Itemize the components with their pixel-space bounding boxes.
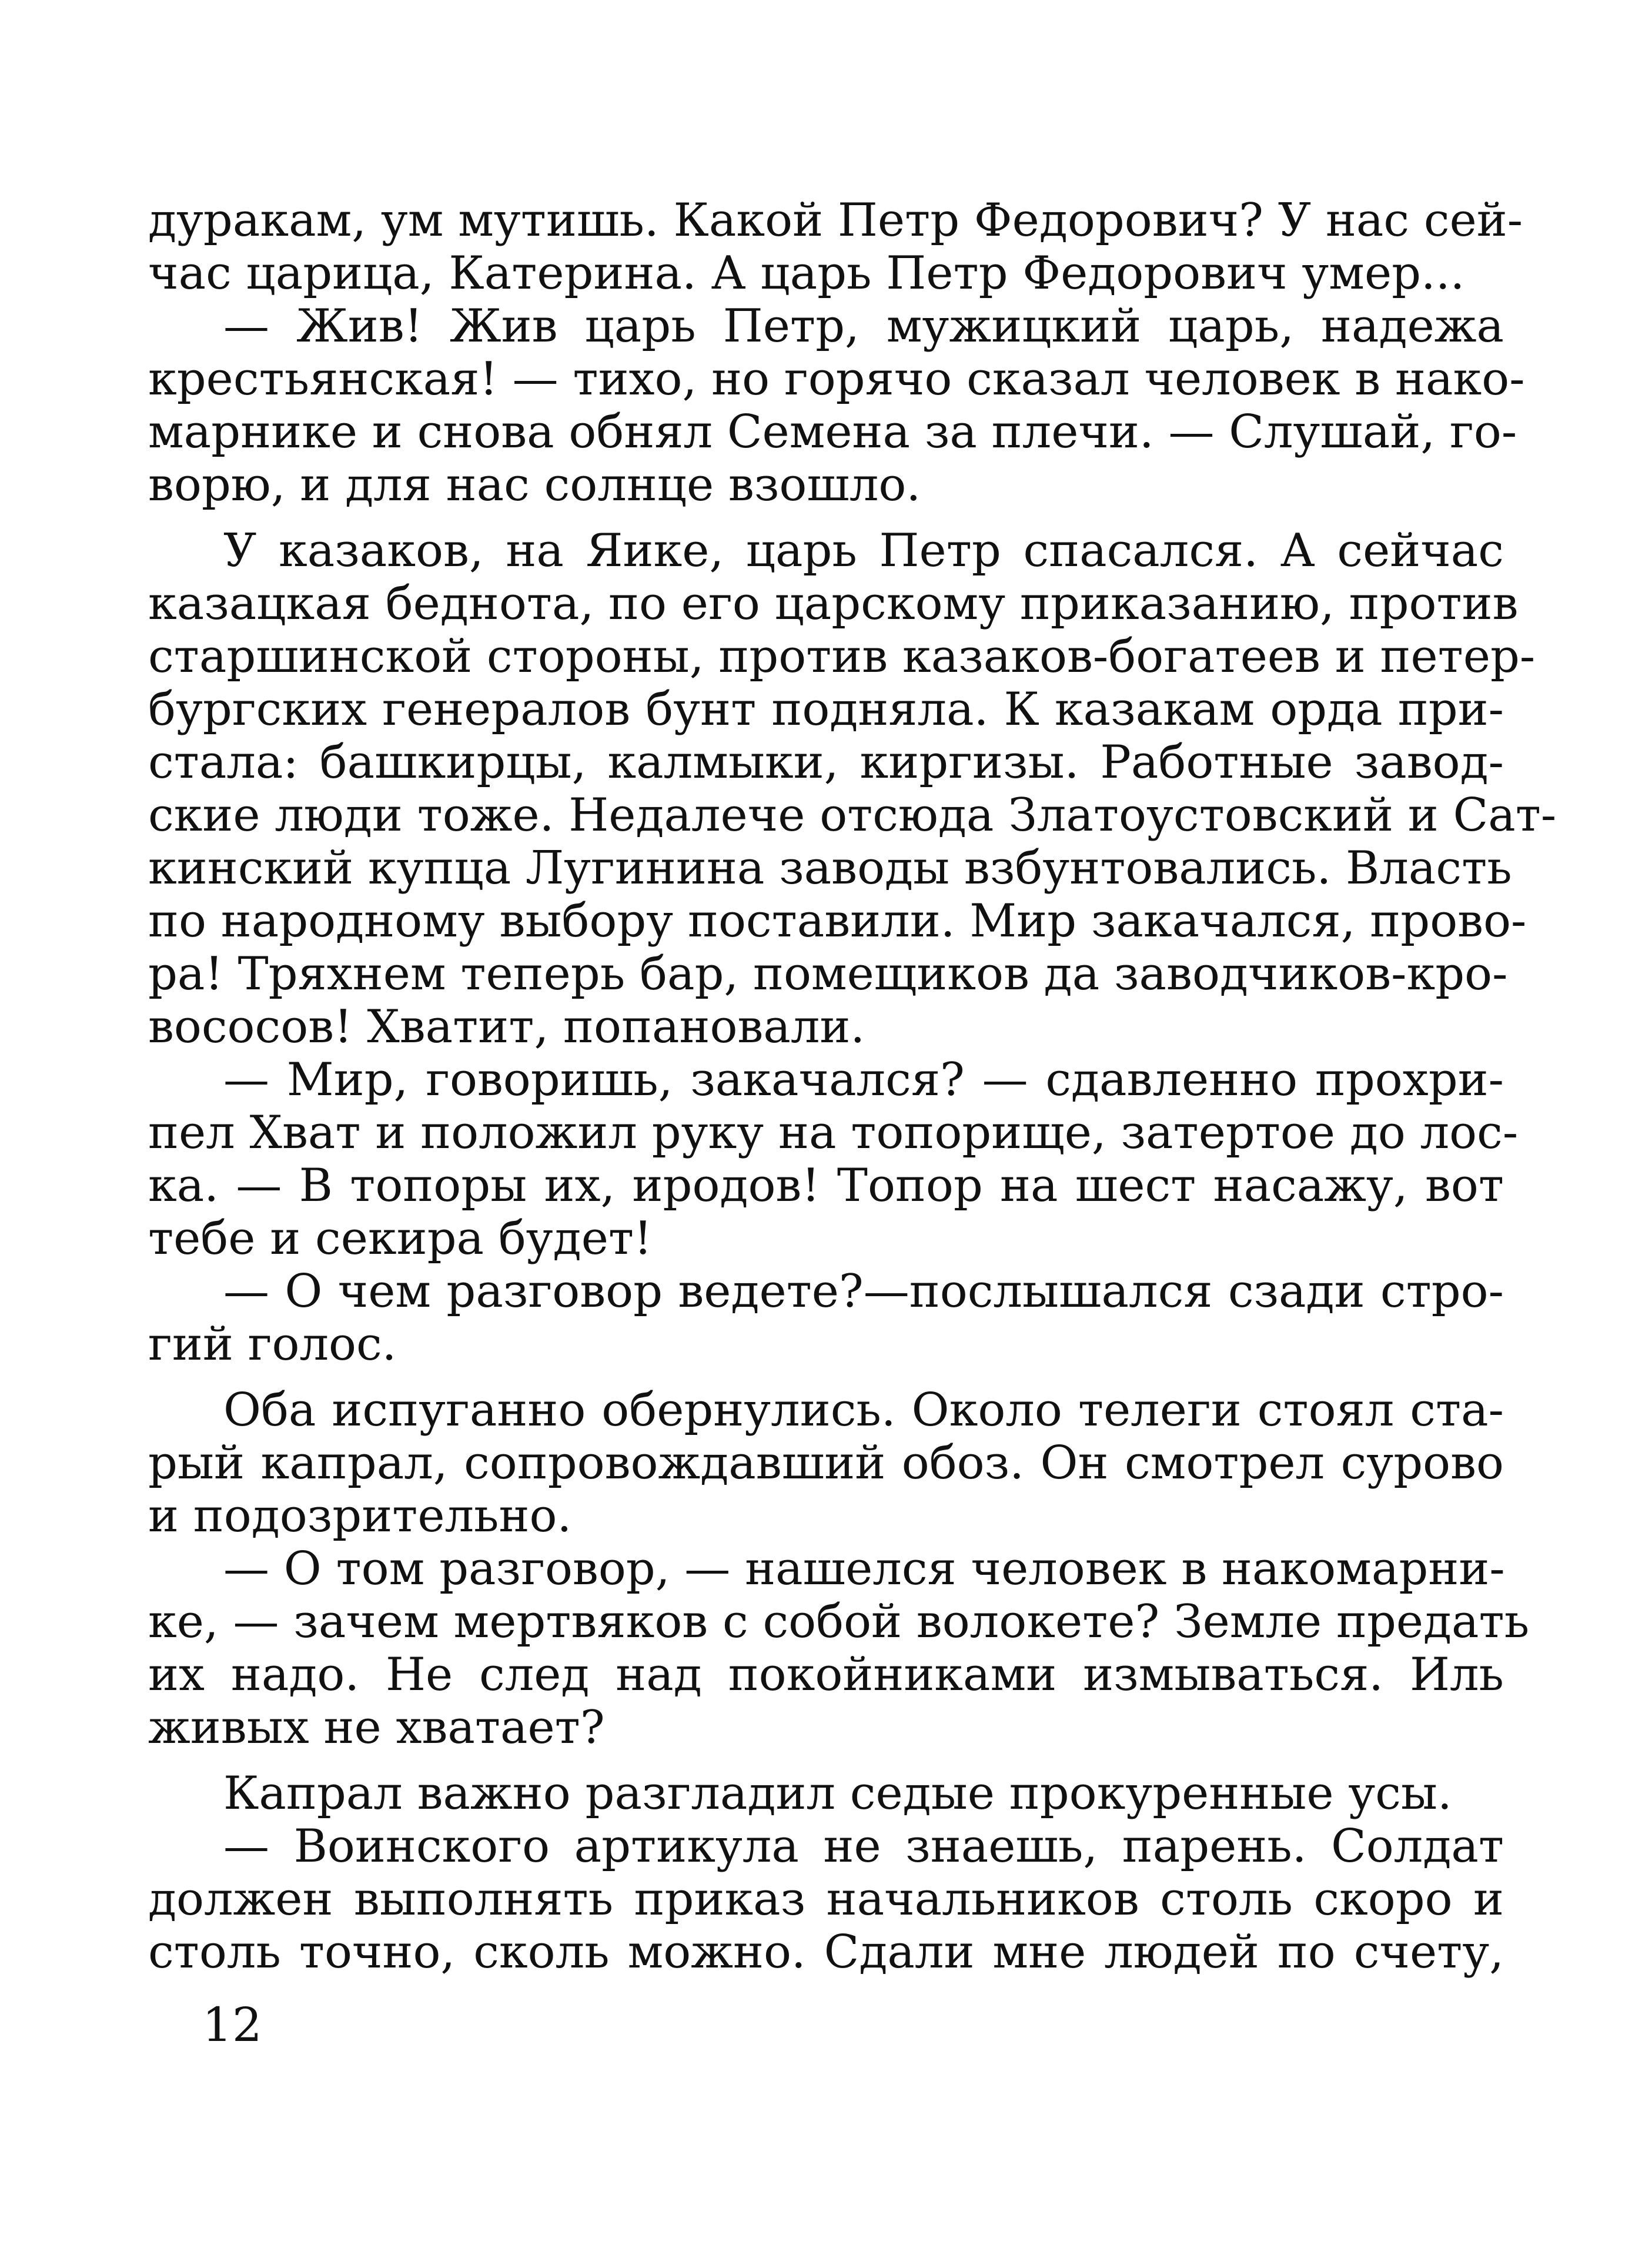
paragraph-7 — [148, 1542, 1530, 1754]
paragraph-8 — [148, 1767, 1504, 1820]
text-line: пел Хват и положил руку на топорище, затертое до лос- — [148, 1106, 1519, 1159]
paragraph-spacer — [148, 1754, 1504, 1767]
paragraph-spacer — [148, 511, 1504, 524]
text-line: живых не хватает? — [148, 1701, 605, 1754]
text-line: их надо. Не след над покойниками измываться. Иль — [148, 1648, 1504, 1701]
text-line: марнике и снова обнял Семена за плечи. — Слушай, го- — [148, 406, 1517, 459]
text-line: ские люди тоже. Недалече отсюда Златоустовский и Сат- — [148, 789, 1557, 842]
body-text — [148, 194, 1557, 1979]
text-line: Оба испуганно обернулись. Около телеги стоял ста- — [223, 1384, 1504, 1437]
text-line: — Жив! Жив царь Петр, мужицкий царь, надежа — [223, 300, 1504, 353]
text-line: — Мир, говоришь, закачался? — сдавленно прохри- — [223, 1053, 1504, 1106]
paragraph-3 — [148, 524, 1557, 1053]
text-line: час царица, Катерина. А царь Петр Федорович умер... — [148, 247, 1465, 300]
paragraph-6 — [148, 1384, 1504, 1542]
page-number: 12 — [202, 1997, 262, 2052]
text-line: — О чем разговор ведете?—послышался сзади стро- — [223, 1265, 1504, 1318]
text-line: дуракам, ум мутишь. Какой Петр Федорович? У нас сей- — [148, 194, 1523, 247]
text-line: гий голос. — [148, 1318, 397, 1371]
paragraph-5 — [148, 1265, 1504, 1371]
paragraph-4 — [148, 1053, 1519, 1265]
paragraph-9 — [148, 1820, 1504, 1979]
text-line: ра! Тряхнем теперь бар, помещиков да заводчиков-кро- — [148, 948, 1508, 1000]
text-line: рый капрал, сопровождавший обоз. Он смотрел сурово — [148, 1437, 1504, 1490]
text-line: старшинской стороны, против казаков-богатеев и петер- — [148, 630, 1536, 683]
text-line: ка. — В топоры их, иродов! Топор на шест насажу, вот — [148, 1159, 1504, 1212]
text-line: казацкая беднота, по его царскому приказанию, против — [148, 577, 1519, 630]
text-line: кинский купца Лугинина заводы взбунтовались. Власть — [148, 842, 1512, 895]
paragraph-1 — [148, 194, 1523, 300]
text-line: бургских генералов бунт подняла. К казакам орда при- — [148, 683, 1504, 736]
text-line: У казаков, на Яике, царь Петр спасался. А сейчас — [223, 524, 1504, 577]
text-line: — О том разговор, — нашелся человек в накомарни- — [223, 1542, 1505, 1595]
text-line: вососов! Хватит, попановали. — [148, 1000, 865, 1053]
text-line: крестьянская! — тихо, но горячо сказал человек в нако- — [148, 353, 1525, 406]
text-line: тебе и секира будет! — [148, 1212, 653, 1265]
text-line: по народному выбору поставили. Мир закачался, прово- — [148, 895, 1527, 948]
text-line: — Воинского артикула не знаешь, парень. Солдат — [223, 1820, 1504, 1873]
paragraph-2 — [148, 300, 1525, 511]
paragraph-spacer — [148, 1371, 1504, 1384]
text-line: должен выполнять приказ начальников столь скоро и — [148, 1873, 1504, 1926]
text-line: ворю, и для нас солнце взошло. — [148, 459, 921, 511]
text-line: и подозрительно. — [148, 1490, 572, 1542]
text-line: Капрал важно разгладил седые прокуренные усы. — [223, 1767, 1452, 1820]
text-line: ке, — зачем мертвяков с собой волокете? Земле предать — [148, 1595, 1530, 1648]
text-line: столь точно, сколь можно. Сдали мне людей по счету, — [148, 1926, 1504, 1979]
text-line: стала: башкирцы, калмыки, киргизы. Работные завод- — [148, 736, 1504, 789]
